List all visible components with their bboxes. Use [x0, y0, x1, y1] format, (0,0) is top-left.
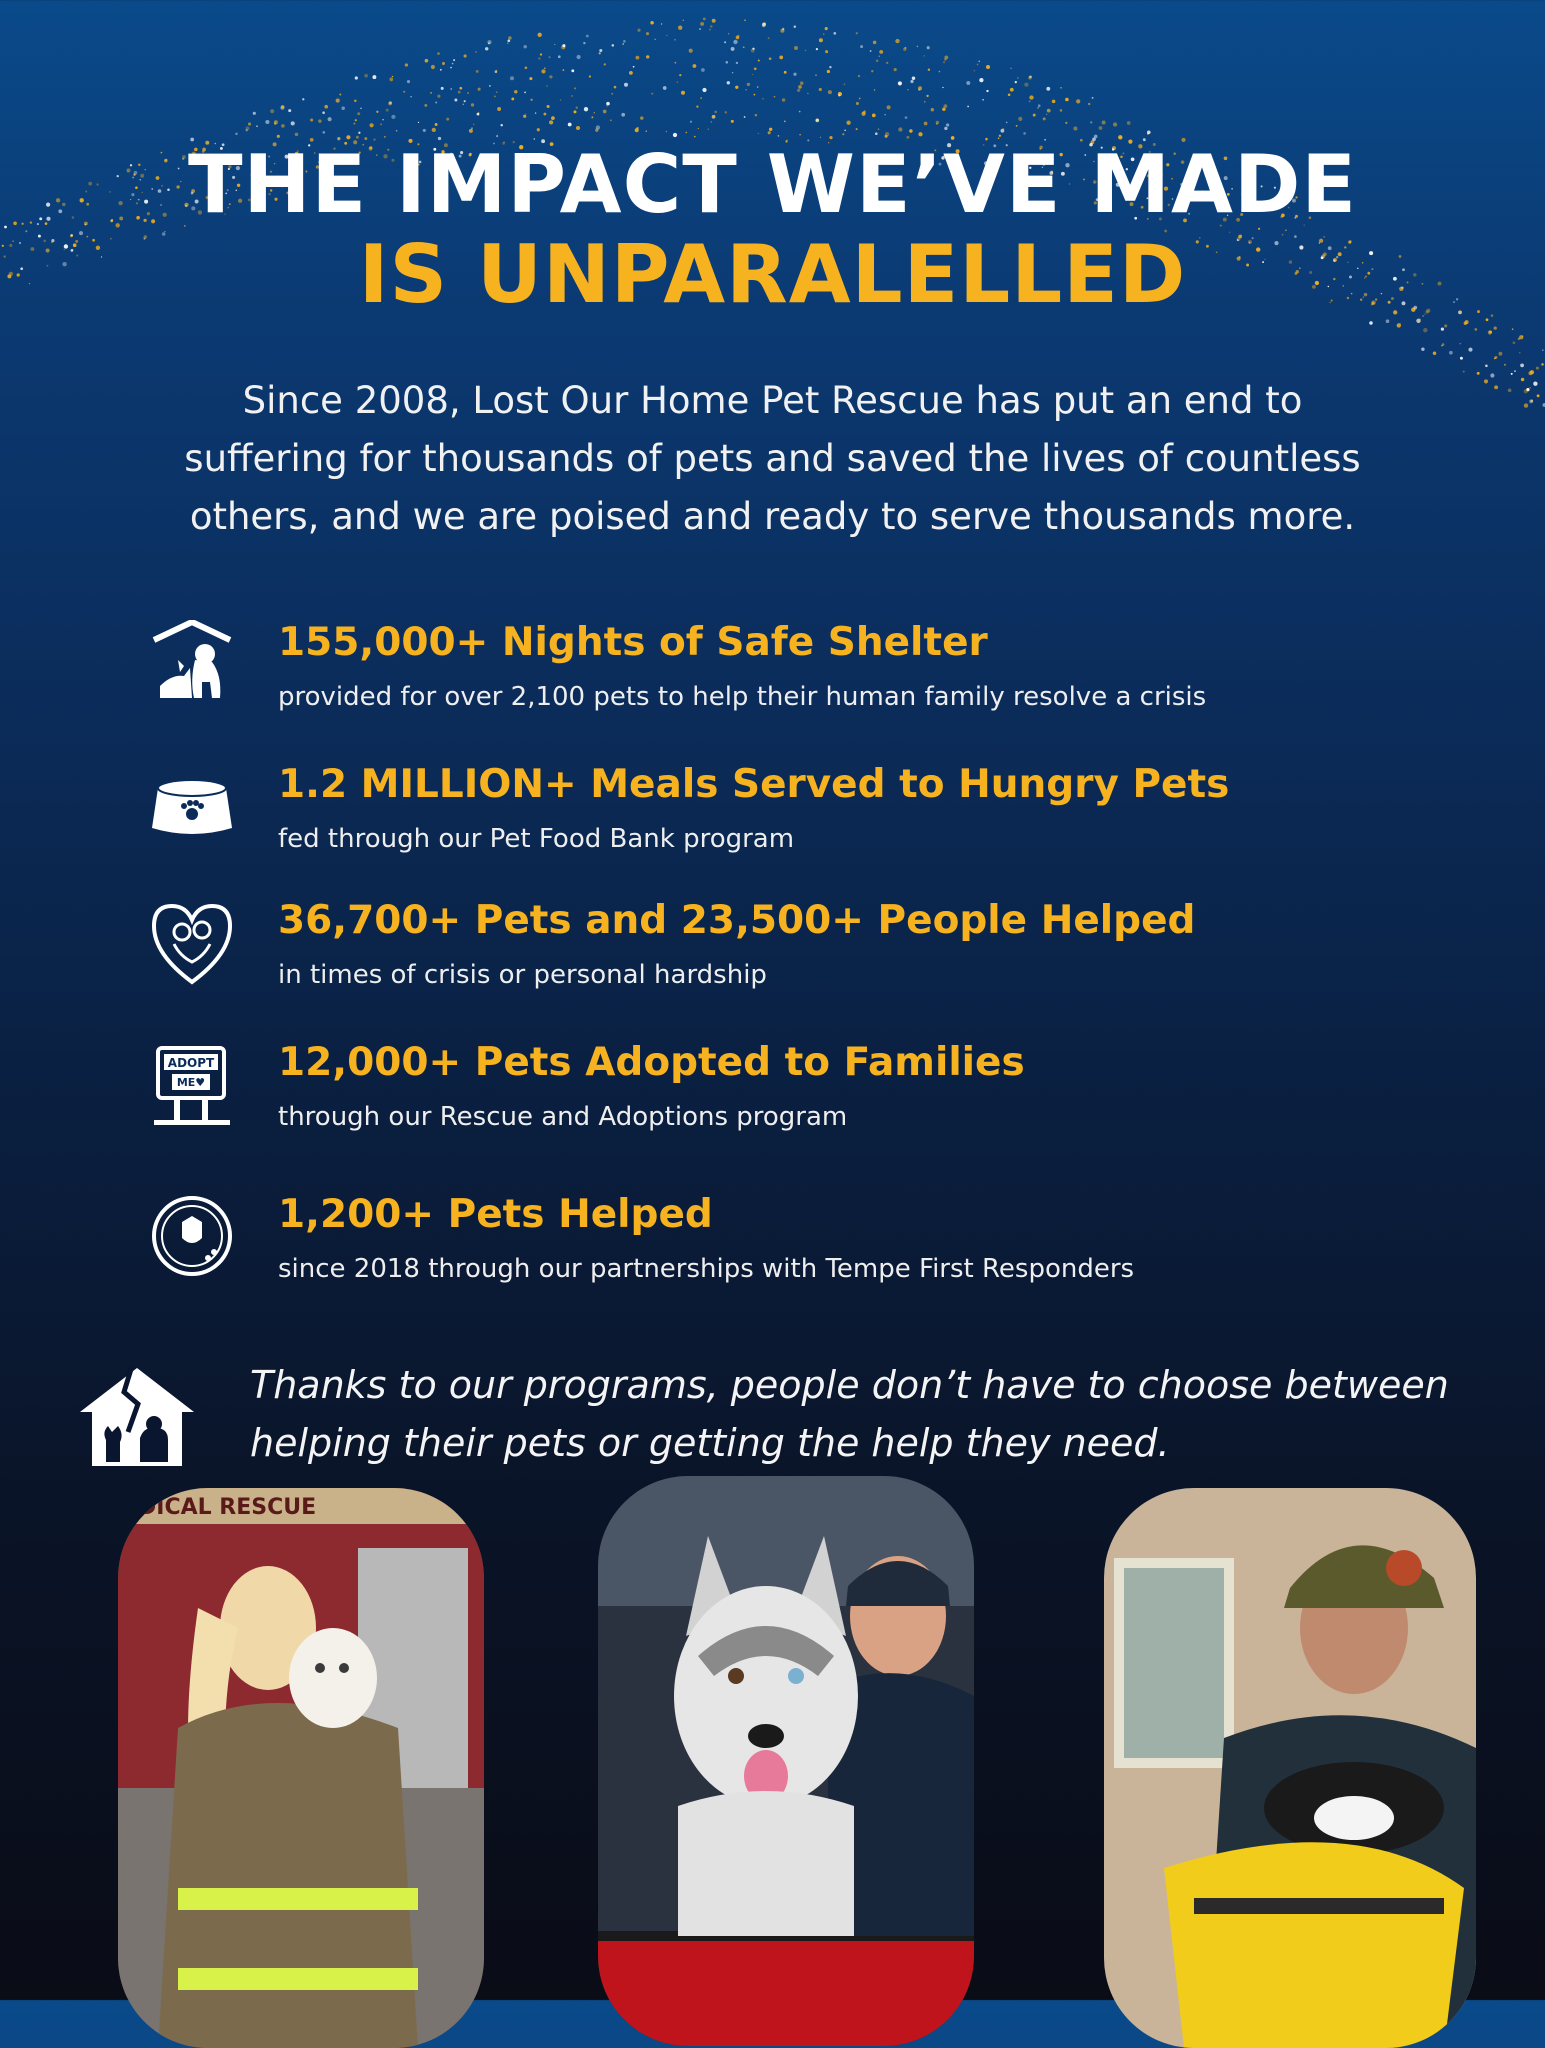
adopt-sign-icon: [150, 1040, 234, 1130]
stat-headline: 12,000+ Pets Adopted to Families: [278, 1040, 1025, 1085]
intro-line: others, and we are poised and ready to serve thousands more.: [189, 495, 1356, 538]
page-title-line-2: IS UNPARALELLED: [358, 228, 1187, 321]
sheltered-pets-icon: [150, 620, 234, 710]
stat-item-shelter: [0, 620, 1545, 730]
stat-headline: 36,700+ Pets and 23,500+ People Helped: [278, 898, 1196, 943]
quote-line: Thanks to our programs, people don’t have to choose between: [250, 1363, 1449, 1407]
stat-description: in times of crisis or personal hardship: [278, 960, 767, 990]
stat-description: since 2018 through our partnerships with Tempe First Responders: [278, 1254, 1135, 1284]
svg-text:ME♥: ME♥: [176, 1076, 206, 1089]
stat-item-adoptions: [0, 1040, 1545, 1150]
stat-headline: 155,000+ Nights of Safe Shelter: [278, 620, 988, 665]
stat-description: through our Rescue and Adoptions program: [278, 1102, 848, 1132]
intro-line: suffering for thousands of pets and saved the lives of countless: [184, 437, 1361, 480]
intro-paragraph: [140, 372, 1405, 546]
photo-firefighter-with-cat-in-helmet: [1104, 1488, 1476, 2048]
stat-description: provided for over 2,100 pets to help their human family resolve a crisis: [278, 682, 1207, 712]
broken-house-pets-icon: [72, 1362, 202, 1468]
stat-headline: 1,200+ Pets Helped: [278, 1192, 713, 1237]
photo-vehicle-sign: DICAL RESCUE: [138, 1495, 317, 1520]
photo-husky-in-fire-truck: [598, 1476, 974, 2046]
heart-pets-icon: [150, 898, 234, 988]
page-title-line-1: THE IMPACT WE’VE MADE: [187, 138, 1357, 231]
svg-text:ADOPT: ADOPT: [167, 1056, 215, 1070]
stat-item-people-helped: [0, 898, 1545, 1008]
quote-text: [250, 1356, 1450, 1472]
first-responder-badge-icon: [150, 1192, 234, 1282]
stat-description: fed through our Pet Food Bank program: [278, 824, 795, 854]
stat-headline: 1.2 MILLION+ Meals Served to Hungry Pets: [278, 762, 1230, 807]
stat-item-first-responders: [0, 1192, 1545, 1302]
quote-line: helping their pets or getting the help they need.: [250, 1421, 1170, 1465]
intro-line: Since 2008, Lost Our Home Pet Rescue has put an end to: [242, 379, 1303, 422]
stat-item-meals: [0, 762, 1545, 872]
photo-firefighter-with-cat: [118, 1488, 484, 2048]
pet-bowl-icon: [150, 762, 234, 852]
